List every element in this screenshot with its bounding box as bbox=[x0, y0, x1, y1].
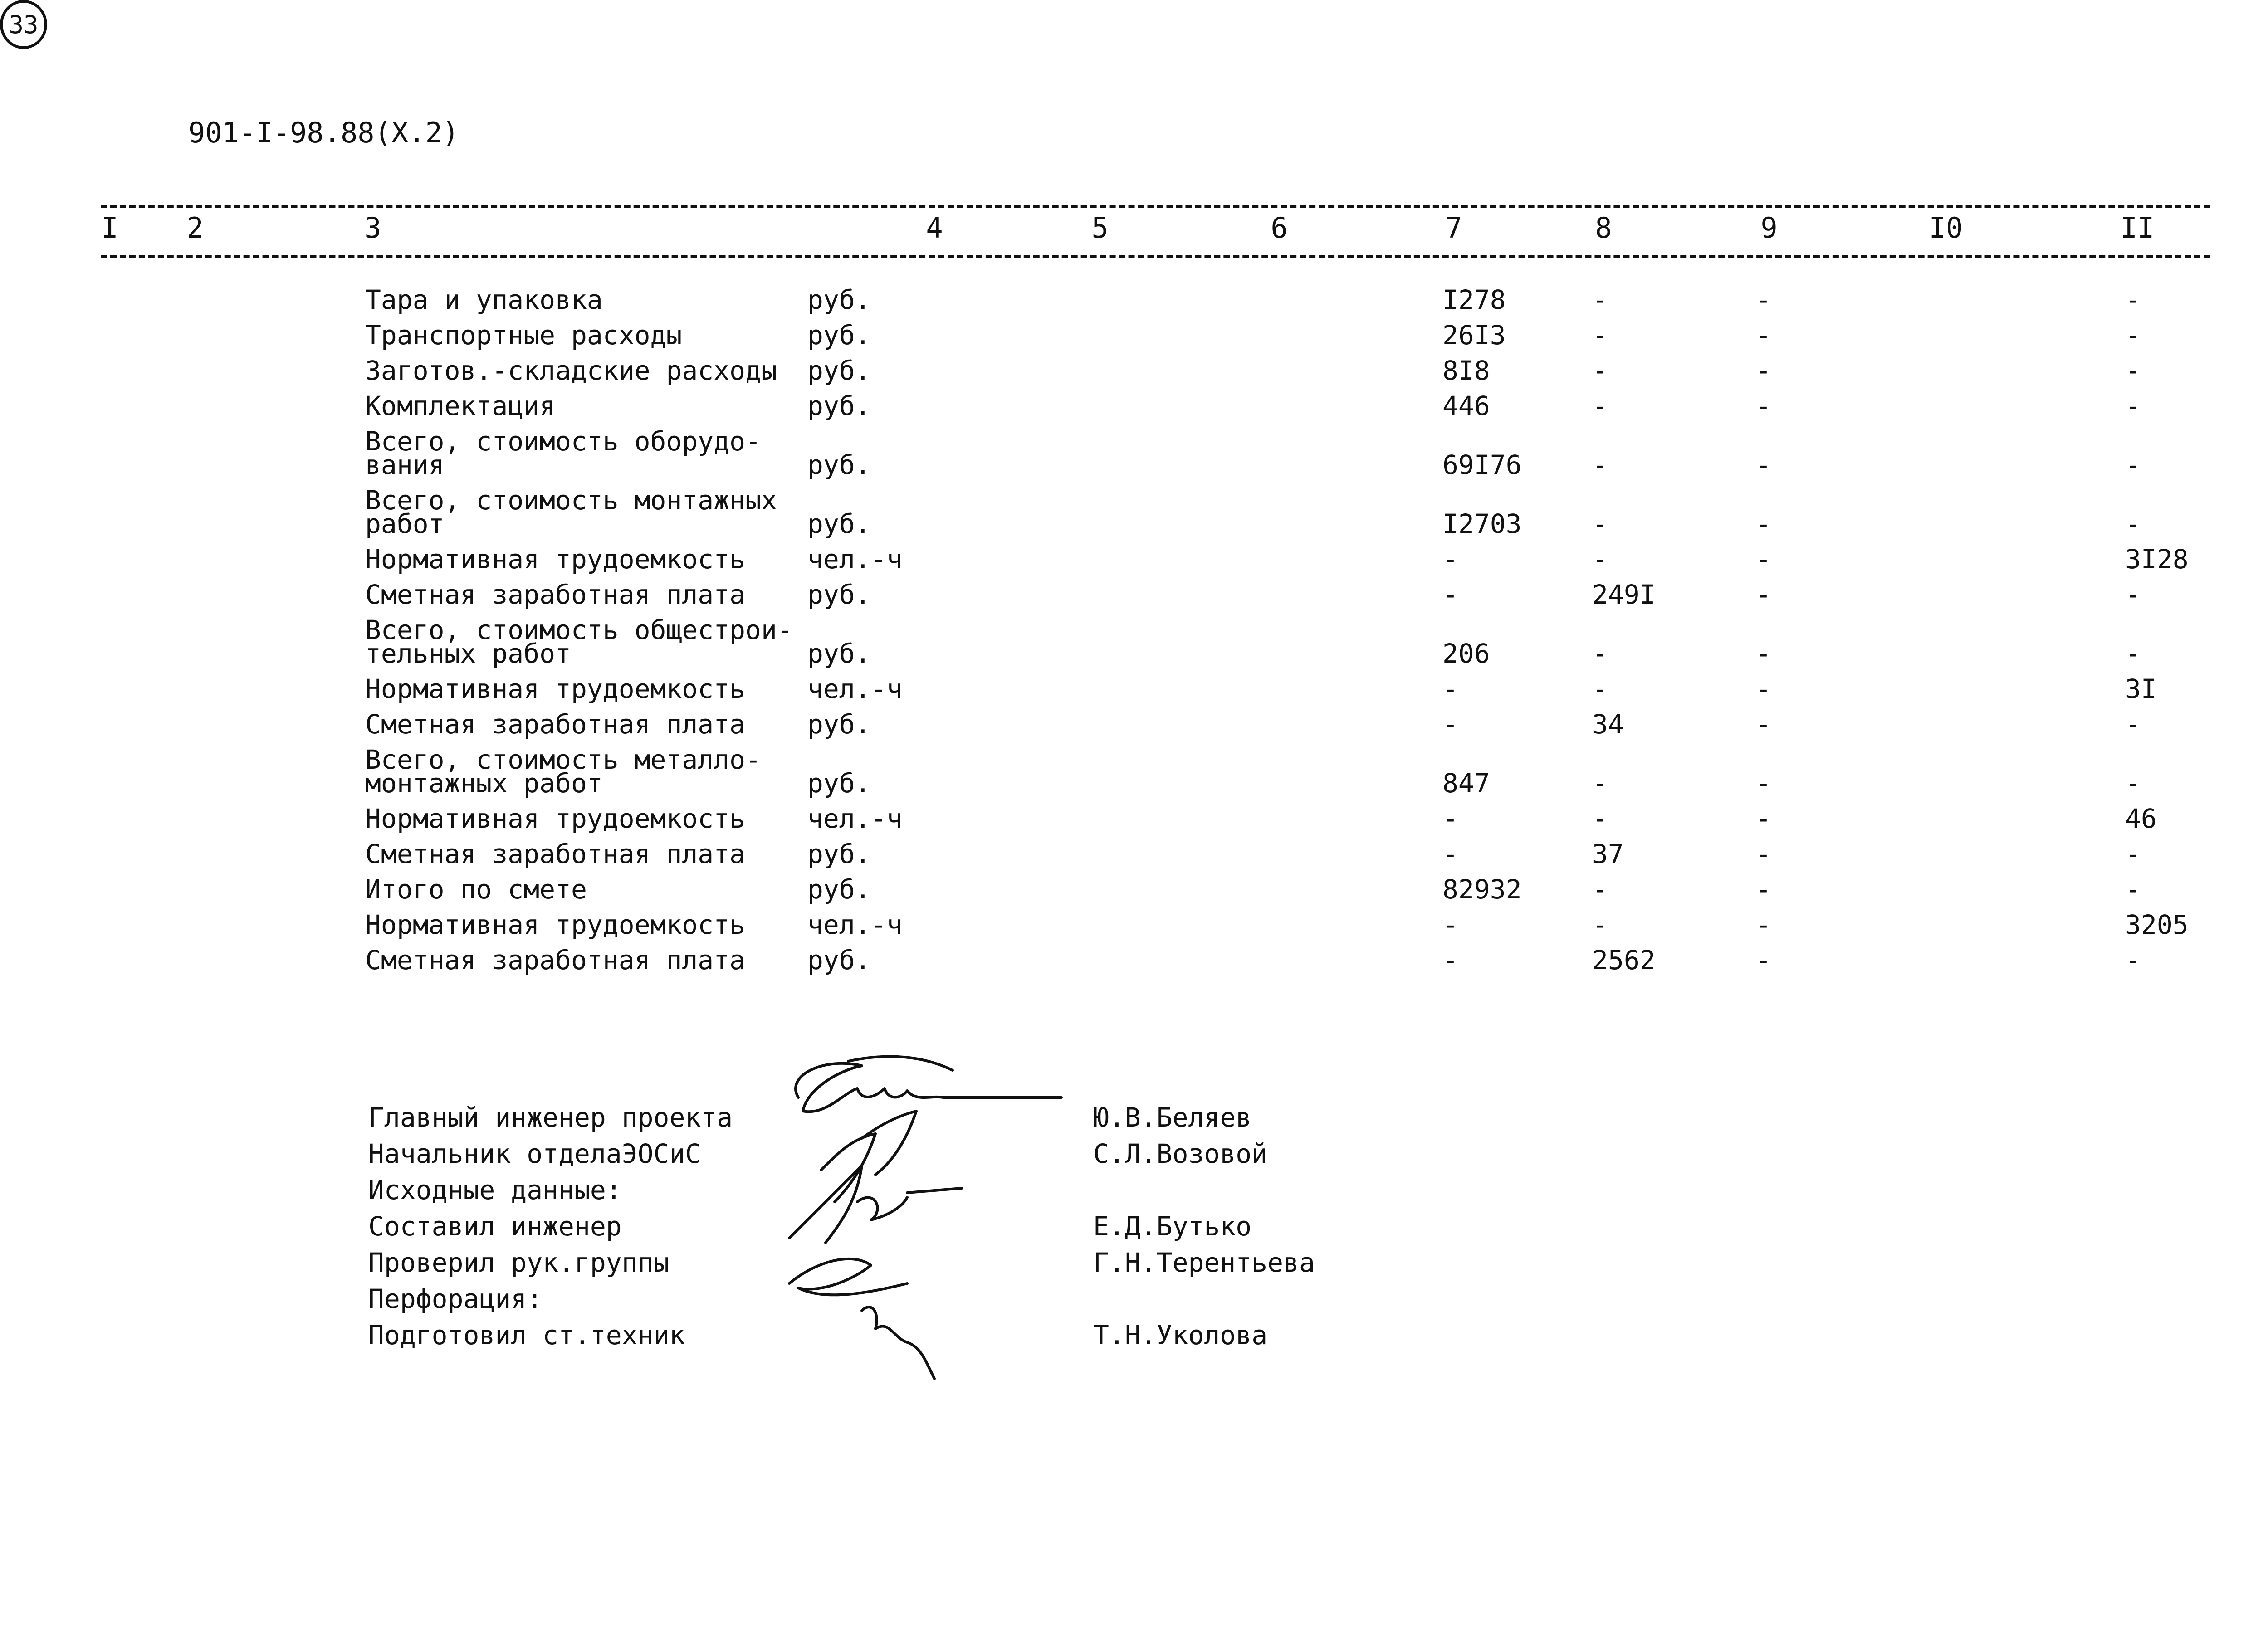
signatory-role: Исходные данные: bbox=[368, 1175, 622, 1205]
row-label: Нормативная трудоемкость bbox=[365, 803, 746, 834]
column-8-cell: - bbox=[1592, 638, 1608, 669]
column-11-cell: - bbox=[2125, 945, 2141, 976]
column-number: 6 bbox=[1271, 211, 1288, 244]
column-9-cell: - bbox=[1755, 874, 1771, 905]
column-7-cell: 8I8 bbox=[1442, 355, 1490, 386]
column-8-cell: - bbox=[1592, 803, 1608, 834]
column-number: 9 bbox=[1760, 211, 1778, 244]
column-9-cell: - bbox=[1755, 508, 1771, 539]
column-9-cell: - bbox=[1755, 544, 1771, 575]
unit-cell: руб. bbox=[807, 945, 871, 976]
table-bottom-rule bbox=[101, 255, 2210, 258]
row-label: Нормативная трудоемкость bbox=[365, 544, 746, 575]
column-number: I bbox=[101, 211, 118, 244]
column-11-cell: 46 bbox=[2125, 803, 2157, 834]
row-label: Сметная заработная плата bbox=[365, 709, 746, 740]
column-7-cell: I278 bbox=[1442, 284, 1506, 315]
unit-cell: чел.-ч bbox=[807, 909, 903, 940]
column-11-cell: - bbox=[2125, 638, 2141, 669]
column-9-cell: - bbox=[1755, 320, 1771, 351]
column-number: 3 bbox=[364, 211, 381, 244]
row-label: Всего, стоимость общестрои- тельных работ bbox=[365, 615, 793, 669]
unit-cell: руб. bbox=[807, 449, 871, 480]
unit-cell: руб. bbox=[807, 284, 871, 315]
column-11-cell: 3I bbox=[2125, 673, 2157, 704]
column-9-cell: - bbox=[1755, 355, 1771, 386]
row-label: Сметная заработная плата bbox=[365, 839, 746, 869]
column-9-cell: - bbox=[1755, 768, 1771, 799]
column-9-cell: - bbox=[1755, 638, 1771, 669]
column-7-cell: - bbox=[1442, 909, 1458, 940]
signatory-role: Начальник отделаЭОСиС bbox=[368, 1138, 701, 1169]
unit-cell: руб. bbox=[807, 579, 871, 610]
unit-cell: чел.-ч bbox=[807, 673, 903, 704]
unit-cell: руб. bbox=[807, 839, 871, 869]
column-11-cell: - bbox=[2125, 390, 2141, 421]
signatory-role: Главный инженер проекта bbox=[368, 1102, 733, 1133]
row-label: Тара и упаковка bbox=[365, 284, 603, 315]
column-number: 2 bbox=[186, 211, 204, 244]
column-7-cell: 847 bbox=[1442, 768, 1490, 799]
column-7-cell: 26I3 bbox=[1442, 320, 1506, 351]
signature-2 bbox=[821, 1111, 916, 1202]
column-9-cell: - bbox=[1755, 284, 1771, 315]
column-number: 5 bbox=[1091, 211, 1109, 244]
column-7-cell: 82932 bbox=[1442, 874, 1522, 905]
signatory-name: Г.Н.Терентьева bbox=[1093, 1247, 1315, 1278]
row-label: Итого по смете bbox=[365, 874, 587, 905]
unit-cell: руб. bbox=[807, 390, 871, 421]
column-8-cell: - bbox=[1592, 508, 1608, 539]
row-label: Нормативная трудоемкость bbox=[365, 673, 746, 704]
row-label: Транспортные расходы bbox=[365, 320, 682, 351]
signatory-name: Т.Н.Уколова bbox=[1093, 1320, 1268, 1351]
column-7-cell: - bbox=[1442, 544, 1458, 575]
signature-5 bbox=[862, 1307, 934, 1379]
column-11-cell: - bbox=[2125, 768, 2141, 799]
column-11-cell: - bbox=[2125, 355, 2141, 386]
column-11-cell: - bbox=[2125, 284, 2141, 315]
handwritten-signatures bbox=[771, 1048, 1089, 1388]
column-7-cell: 206 bbox=[1442, 638, 1490, 669]
column-8-cell: 2562 bbox=[1592, 945, 1656, 976]
column-11-cell: 3205 bbox=[2125, 909, 2189, 940]
row-label: Всего, стоимость металло- монтажных работ bbox=[365, 744, 761, 799]
unit-cell: руб. bbox=[807, 709, 871, 740]
column-11-cell: - bbox=[2125, 508, 2141, 539]
column-8-cell: - bbox=[1592, 909, 1608, 940]
column-8-cell: - bbox=[1592, 390, 1608, 421]
column-8-cell: - bbox=[1592, 355, 1608, 386]
signature-1 bbox=[796, 1057, 1061, 1112]
column-9-cell: - bbox=[1755, 579, 1771, 610]
column-11-cell: - bbox=[2125, 709, 2141, 740]
column-8-cell: - bbox=[1592, 449, 1608, 480]
unit-cell: руб. bbox=[807, 508, 871, 539]
table-top-rule bbox=[101, 205, 2210, 208]
column-7-cell: - bbox=[1442, 839, 1458, 869]
column-8-cell: - bbox=[1592, 544, 1608, 575]
row-label: Комплектация bbox=[365, 390, 556, 421]
column-number: I0 bbox=[1929, 211, 1963, 244]
row-label: Нормативная трудоемкость bbox=[365, 909, 746, 940]
column-8-cell: 37 bbox=[1592, 839, 1624, 869]
unit-cell: чел.-ч bbox=[807, 803, 903, 834]
column-9-cell: - bbox=[1755, 803, 1771, 834]
signature-3 bbox=[789, 1166, 962, 1243]
document-code: 901-I-98.88(X.2) bbox=[188, 116, 459, 149]
signature-4 bbox=[789, 1259, 907, 1295]
column-8-cell: - bbox=[1592, 320, 1608, 351]
column-7-cell: I2703 bbox=[1442, 508, 1522, 539]
column-9-cell: - bbox=[1755, 673, 1771, 704]
page-number: 33 bbox=[9, 10, 39, 39]
column-7-cell: - bbox=[1442, 709, 1458, 740]
signatory-name: Е.Д.Бутько bbox=[1093, 1211, 1252, 1242]
column-9-cell: - bbox=[1755, 449, 1771, 480]
column-number: 4 bbox=[926, 211, 943, 244]
page-number-badge bbox=[0, 0, 47, 49]
unit-cell: руб. bbox=[807, 355, 871, 386]
signatory-role: Проверил рук.группы bbox=[368, 1247, 670, 1278]
signatory-name: С.Л.Возовой bbox=[1093, 1138, 1268, 1169]
column-11-cell: 3I28 bbox=[2125, 544, 2189, 575]
column-7-cell: - bbox=[1442, 673, 1458, 704]
column-9-cell: - bbox=[1755, 839, 1771, 869]
signatory-role: Составил инженер bbox=[368, 1211, 622, 1242]
column-7-cell: 446 bbox=[1442, 390, 1490, 421]
column-7-cell: - bbox=[1442, 579, 1458, 610]
unit-cell: руб. bbox=[807, 768, 871, 799]
column-11-cell: - bbox=[2125, 839, 2141, 869]
row-label: Сметная заработная плата bbox=[365, 945, 746, 976]
row-label: Всего, стоимость оборудо- вания bbox=[365, 426, 761, 480]
column-11-cell: - bbox=[2125, 449, 2141, 480]
column-8-cell: - bbox=[1592, 874, 1608, 905]
column-8-cell: 249I bbox=[1592, 579, 1656, 610]
column-8-cell: - bbox=[1592, 284, 1608, 315]
signatory-role: Подготовил ст.техник bbox=[368, 1320, 685, 1351]
column-9-cell: - bbox=[1755, 909, 1771, 940]
signatory-role: Перфорация: bbox=[368, 1283, 543, 1314]
column-7-cell: - bbox=[1442, 945, 1458, 976]
column-9-cell: - bbox=[1755, 390, 1771, 421]
column-9-cell: - bbox=[1755, 709, 1771, 740]
column-7-cell: 69I76 bbox=[1442, 449, 1522, 480]
column-8-cell: 34 bbox=[1592, 709, 1624, 740]
column-9-cell: - bbox=[1755, 945, 1771, 976]
row-label: Сметная заработная плата bbox=[365, 579, 746, 610]
column-11-cell: - bbox=[2125, 874, 2141, 905]
column-7-cell: - bbox=[1442, 803, 1458, 834]
column-number: 8 bbox=[1595, 211, 1612, 244]
row-label: Всего, стоимость монтажных работ bbox=[365, 485, 777, 539]
column-number: 7 bbox=[1445, 211, 1462, 244]
unit-cell: руб. bbox=[807, 874, 871, 905]
unit-cell: руб. bbox=[807, 638, 871, 669]
column-11-cell: - bbox=[2125, 320, 2141, 351]
signatory-name: Ю.В.Беляев bbox=[1093, 1102, 1252, 1133]
unit-cell: руб. bbox=[807, 320, 871, 351]
column-number: II bbox=[2120, 211, 2155, 244]
row-label: Заготов.-складские расходы bbox=[365, 355, 777, 386]
column-8-cell: - bbox=[1592, 768, 1608, 799]
column-8-cell: - bbox=[1592, 673, 1608, 704]
unit-cell: чел.-ч bbox=[807, 544, 903, 575]
column-11-cell: - bbox=[2125, 579, 2141, 610]
